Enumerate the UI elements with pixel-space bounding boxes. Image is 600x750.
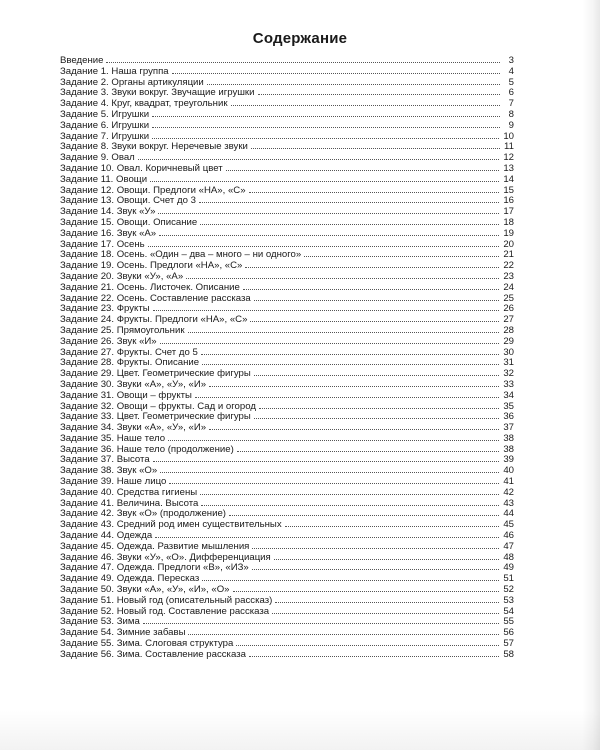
toc-entry-page-number: 42 bbox=[503, 486, 514, 498]
toc-entry-title: Задание 40. Средства гигиены bbox=[60, 486, 198, 498]
toc-entry-title: Задание 37. Высота bbox=[60, 454, 150, 466]
toc-entry-page-number: 43 bbox=[503, 497, 514, 509]
toc-dot-leader bbox=[199, 201, 499, 203]
toc-entry-page-number: 51 bbox=[503, 573, 514, 585]
toc-entry-title: Задание 39. Наше лицо bbox=[60, 476, 167, 488]
toc-entry-page-number: 35 bbox=[503, 400, 514, 412]
toc-entry bbox=[60, 67, 514, 78]
toc-entry-title: Задание 32. Овощи – фрукты. Сад и огород bbox=[60, 400, 256, 412]
toc-entry-page-number: 21 bbox=[503, 249, 514, 261]
toc-entry-page-number: 58 bbox=[503, 648, 514, 660]
toc-entry-page-number: 38 bbox=[503, 432, 514, 444]
toc-entry-title: Задание 18. Осень. «Один – два – много – ни одного» bbox=[60, 249, 302, 261]
toc-entry-title: Задание 47. Одежда. Предлоги «В», «ИЗ» bbox=[60, 562, 249, 574]
toc-dot-leader bbox=[158, 212, 499, 214]
toc-entry-page-number: 46 bbox=[503, 530, 514, 542]
toc-dot-leader bbox=[285, 525, 500, 527]
toc-entry-page-number: 55 bbox=[503, 616, 514, 628]
toc-entry-page-number: 49 bbox=[503, 562, 514, 574]
toc-entry-page-number: 56 bbox=[503, 627, 514, 639]
toc-entry-page-number: 29 bbox=[503, 335, 514, 347]
toc-entry bbox=[60, 121, 514, 132]
toc-entry-page-number: 57 bbox=[503, 638, 514, 650]
toc-entry-title: Задание 4. Круг, квадрат, треугольник bbox=[60, 98, 228, 110]
toc-dot-leader bbox=[251, 147, 500, 149]
toc-entry-title: Задание 31. Овощи – фрукты bbox=[60, 389, 192, 401]
toc-entry-title: Задание 51. Новый год (описательный рассказ) bbox=[60, 594, 273, 606]
toc-dot-leader bbox=[201, 504, 499, 506]
toc-entry bbox=[60, 229, 514, 240]
toc-entry-title: Задание 25. Прямоугольник bbox=[60, 324, 185, 336]
toc-entry-title: Задание 29. Цвет. Геометрические фигуры bbox=[60, 368, 251, 380]
toc-entry-page-number: 16 bbox=[503, 195, 514, 207]
toc-entry-page-number: 53 bbox=[503, 594, 514, 606]
toc-dot-leader bbox=[200, 493, 499, 495]
toc-dot-leader bbox=[195, 396, 499, 398]
toc-dot-leader bbox=[233, 590, 500, 592]
toc-entry-title: Задание 28. Фрукты. Описание bbox=[60, 357, 200, 369]
toc-entry-page-number: 48 bbox=[503, 551, 514, 563]
page-bottom-shadow bbox=[0, 710, 600, 750]
toc-entry-page-number: 33 bbox=[503, 378, 514, 390]
toc-dot-leader bbox=[188, 331, 500, 333]
toc-dot-leader bbox=[200, 223, 499, 225]
toc-entry-title: Задание 3. Звуки вокруг. Звучащие игрушки bbox=[60, 87, 255, 99]
toc-dot-leader bbox=[275, 601, 499, 603]
toc-entry-page-number: 25 bbox=[503, 292, 514, 304]
toc-entry-title: Задание 43. Средний род имен существительных bbox=[60, 519, 282, 531]
toc-dot-leader bbox=[143, 622, 500, 624]
toc-entry-title: Задание 36. Наше тело (продолжение) bbox=[60, 443, 234, 455]
toc-dot-leader bbox=[243, 288, 500, 290]
toc-dot-leader bbox=[202, 363, 499, 365]
toc-entry-page-number: 39 bbox=[503, 454, 514, 466]
toc-entry-title: Задание 11. Овощи bbox=[60, 173, 148, 185]
toc-dot-leader bbox=[259, 407, 499, 409]
toc-entry-title: Задание 14. Звук «У» bbox=[60, 206, 156, 218]
toc-entry-page-number: 31 bbox=[503, 357, 514, 369]
toc-entry-page-number: 37 bbox=[503, 422, 514, 434]
toc-dot-leader bbox=[202, 579, 499, 581]
toc-entry-title: Задание 23. Фрукты bbox=[60, 303, 150, 315]
toc-entry-page-number: 7 bbox=[508, 98, 514, 110]
toc-dot-leader bbox=[258, 93, 501, 95]
toc-entry-title: Задание 55. Зима. Слоговая структура bbox=[60, 638, 234, 650]
toc-entry-page-number: 26 bbox=[503, 303, 514, 315]
toc-entry-title: Задание 53. Зима bbox=[60, 616, 140, 628]
toc-dot-leader bbox=[207, 83, 500, 85]
toc-dot-leader bbox=[249, 191, 500, 193]
toc-dot-leader bbox=[254, 374, 500, 376]
toc-entry-title: Задание 24. Фрукты. Предлоги «НА», «С» bbox=[60, 314, 248, 326]
toc-entry-title: Задание 7. Игрушки bbox=[60, 130, 150, 142]
toc-entry-title: Задание 52. Новый год. Составление рассказа bbox=[60, 605, 270, 617]
toc-entry-title: Задание 20. Звуки «У», «А» bbox=[60, 270, 184, 282]
toc-dot-leader bbox=[231, 104, 500, 106]
toc-dot-leader bbox=[150, 180, 499, 182]
toc-entry-title: Задание 38. Звук «О» bbox=[60, 465, 158, 477]
toc-entry-page-number: 54 bbox=[503, 605, 514, 617]
toc-entry-page-number: 12 bbox=[503, 152, 514, 164]
toc-entry-title: Задание 50. Звуки «А», «У», «И», «О» bbox=[60, 584, 230, 596]
toc-entry-title: Задание 5. Игрушки bbox=[60, 108, 150, 120]
toc-entry-page-number: 47 bbox=[503, 540, 514, 552]
toc-entry-page-number: 9 bbox=[508, 119, 514, 131]
toc-entry-title: Задание 16. Звук «А» bbox=[60, 227, 157, 239]
toc-entry-page-number: 34 bbox=[503, 389, 514, 401]
toc-dot-leader bbox=[186, 277, 499, 279]
toc-entry-page-number: 45 bbox=[503, 519, 514, 531]
toc-dot-leader bbox=[168, 439, 499, 441]
toc-dot-leader bbox=[250, 320, 499, 322]
toc-entry-page-number: 32 bbox=[503, 368, 514, 380]
toc-dot-leader bbox=[169, 482, 499, 484]
toc-dot-leader bbox=[172, 72, 500, 74]
toc-dot-leader bbox=[148, 245, 500, 247]
toc-dot-leader bbox=[160, 471, 499, 473]
toc-entry-title: Задание 2. Органы артикуляции bbox=[60, 76, 204, 88]
toc-dot-leader bbox=[106, 61, 500, 63]
toc-dot-leader bbox=[254, 299, 500, 301]
toc-entry-title: Задание 9. Овал bbox=[60, 152, 135, 164]
toc-dot-leader bbox=[152, 115, 500, 117]
toc-entry-title: Задание 10. Овал. Коричневый цвет bbox=[60, 162, 223, 174]
toc-entry-title: Задание 30. Звуки «А», «У», «И» bbox=[60, 378, 207, 390]
toc-dot-leader bbox=[252, 547, 499, 549]
toc-entry-title: Задание 44. Одежда bbox=[60, 530, 153, 542]
toc-entry-title: Задание 17. Осень bbox=[60, 238, 145, 250]
toc-entry bbox=[60, 283, 514, 294]
toc-entry-title: Введение bbox=[60, 55, 104, 66]
toc-entry bbox=[60, 650, 514, 661]
toc-entry-title: Задание 42. Звук «О» (продолжение) bbox=[60, 508, 226, 520]
toc-entry-page-number: 13 bbox=[503, 162, 514, 174]
toc-entry-page-number: 4 bbox=[508, 65, 514, 77]
toc-dot-leader bbox=[245, 266, 499, 268]
toc-entry-page-number: 24 bbox=[503, 281, 514, 293]
toc-dot-leader bbox=[254, 417, 500, 419]
toc-dot-leader bbox=[159, 234, 499, 236]
toc-entry-page-number: 17 bbox=[503, 206, 514, 218]
toc-dot-leader bbox=[153, 309, 500, 311]
toc-entry-title: Задание 13. Овощи. Счет до 3 bbox=[60, 195, 196, 207]
toc-entry-page-number: 6 bbox=[508, 87, 514, 99]
toc-dot-leader bbox=[252, 568, 500, 570]
toc-dot-leader bbox=[237, 450, 500, 452]
toc-entry-title: Задание 56. Зима. Составление рассказа bbox=[60, 648, 246, 660]
toc-entry-title: Задание 45. Одежда. Развитие мышления bbox=[60, 540, 250, 552]
toc-entry-title: Задание 49. Одежда. Пересказ bbox=[60, 573, 200, 585]
toc-entry-title: Задание 35. Наше тело bbox=[60, 432, 166, 444]
toc-dot-leader bbox=[209, 385, 499, 387]
toc-entry-page-number: 10 bbox=[503, 130, 514, 142]
toc-entry-page-number: 28 bbox=[503, 324, 514, 336]
toc-entry-page-number: 30 bbox=[503, 346, 514, 358]
toc-entry-page-number: 5 bbox=[508, 76, 514, 88]
toc-dot-leader bbox=[229, 514, 499, 516]
toc-entry-page-number: 22 bbox=[503, 260, 514, 272]
toc-entry-page-number: 44 bbox=[503, 508, 514, 520]
toc-entry-title: Задание 19. Осень. Предлоги «НА», «С» bbox=[60, 260, 243, 272]
page-title: Содержание bbox=[252, 30, 348, 47]
toc-entry-title: Задание 1. Наша группа bbox=[60, 65, 169, 77]
toc-dot-leader bbox=[152, 126, 500, 128]
toc-entry-title: Задание 33. Цвет. Геометрические фигуры bbox=[60, 411, 251, 423]
toc-entry-title: Задание 26. Звук «И» bbox=[60, 335, 157, 347]
toc-dot-leader bbox=[236, 644, 499, 646]
toc-dot-leader bbox=[249, 655, 499, 657]
toc-entry-title: Задание 27. Фрукты. Счет до 5 bbox=[60, 346, 198, 358]
toc-entry-page-number: 11 bbox=[504, 141, 514, 153]
toc-entry bbox=[60, 337, 514, 348]
toc-dot-leader bbox=[160, 342, 500, 344]
toc-entry-title: Задание 41. Величина. Высота bbox=[60, 497, 199, 509]
toc-entry-page-number: 3 bbox=[508, 55, 514, 66]
toc-entry-page-number: 38 bbox=[503, 443, 514, 455]
toc-entry bbox=[60, 391, 514, 402]
toc-entry-page-number: 20 bbox=[503, 238, 514, 250]
toc-dot-leader bbox=[152, 137, 499, 139]
toc-dot-leader bbox=[153, 460, 500, 462]
toc-dot-leader bbox=[201, 353, 500, 355]
toc-entry-page-number: 36 bbox=[503, 411, 514, 423]
toc-dot-leader bbox=[138, 158, 500, 160]
toc-entry-title: Задание 8. Звуки вокруг. Неречевые звуки bbox=[60, 141, 248, 153]
toc-dot-leader bbox=[155, 536, 499, 538]
toc-entry bbox=[60, 175, 514, 186]
toc-entry-title: Задание 46. Звуки «У», «О». Дифференциация bbox=[60, 551, 271, 563]
toc-entry-page-number: 15 bbox=[503, 184, 514, 196]
toc-entry-page-number: 41 bbox=[503, 476, 514, 488]
toc-entry-page-number: 23 bbox=[503, 270, 514, 282]
toc-dot-leader bbox=[272, 612, 499, 614]
toc-entry-page-number: 19 bbox=[503, 227, 514, 239]
toc-entry-page-number: 40 bbox=[503, 465, 514, 477]
toc-dot-leader bbox=[304, 255, 499, 257]
toc-entry-page-number: 27 bbox=[503, 314, 514, 326]
toc-dot-leader bbox=[209, 428, 499, 430]
toc-entry-page-number: 52 bbox=[503, 584, 514, 596]
toc-entry-title: Задание 54. Зимние забавы bbox=[60, 627, 186, 639]
toc-entry-page-number: 14 bbox=[503, 173, 514, 185]
toc-entry-page-number: 8 bbox=[508, 108, 514, 120]
page-edge-shadow bbox=[582, 0, 600, 750]
toc-dot-leader bbox=[226, 169, 500, 171]
toc-entry-title: Задание 22. Осень. Составление рассказа bbox=[60, 292, 251, 304]
toc-dot-leader bbox=[188, 633, 499, 635]
toc-entry-title: Задание 21. Осень. Листочек. Описание bbox=[60, 281, 240, 293]
toc-entry-title: Задание 34. Звуки «А», «У», «И» bbox=[60, 422, 207, 434]
toc-entry-title: Задание 6. Игрушки bbox=[60, 119, 150, 131]
toc-dot-leader bbox=[274, 558, 500, 560]
toc-entry-title: Задание 12. Овощи. Предлоги «НА», «С» bbox=[60, 184, 246, 196]
toc-entry-page-number: 18 bbox=[503, 216, 514, 228]
table-of-contents bbox=[60, 56, 514, 661]
toc-entry-title: Задание 15. Овощи. Описание bbox=[60, 216, 198, 228]
